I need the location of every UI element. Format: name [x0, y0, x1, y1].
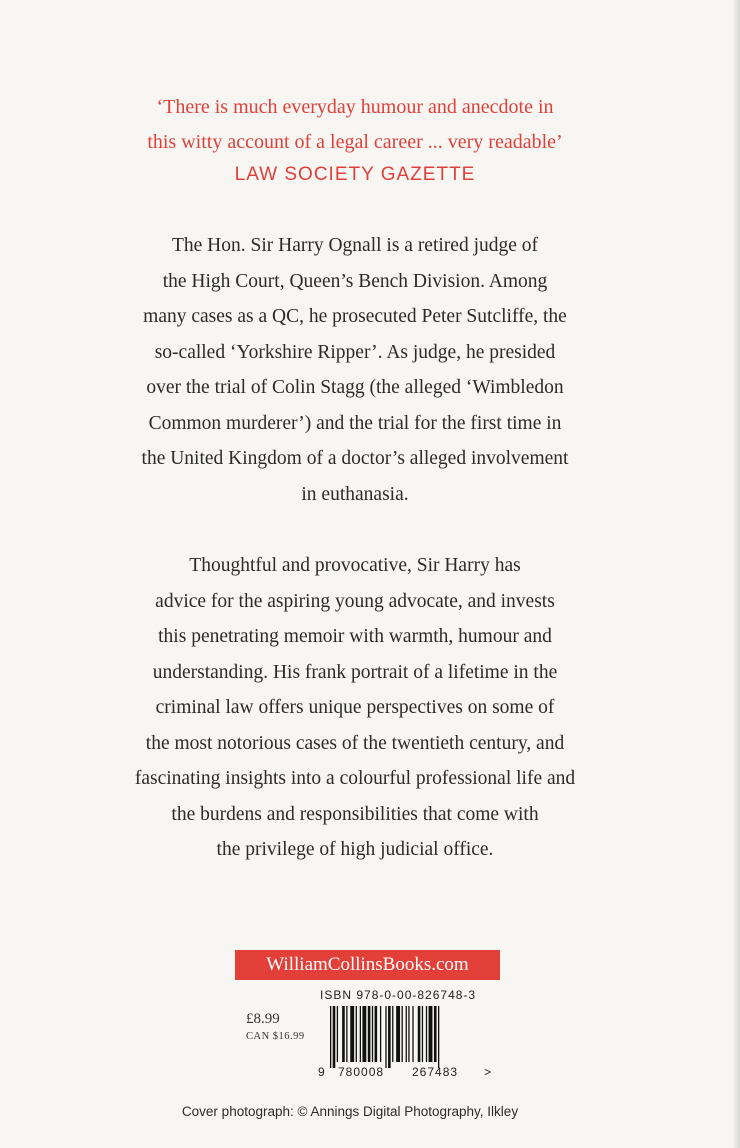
barcode-bar	[385, 1006, 386, 1068]
barcode-bar	[434, 1006, 437, 1062]
blurb-line: advice for the aspiring young advocate, and invests	[155, 590, 555, 612]
barcode-bar	[372, 1006, 373, 1062]
price-can: CAN $16.99	[246, 1031, 305, 1042]
barcode-end-mark: >	[484, 1065, 492, 1078]
blurb-line: this penetrating memoir with warmth, humour and	[158, 626, 552, 647]
barcode-bar	[368, 1006, 371, 1062]
barcode-bar	[396, 1006, 400, 1062]
publisher-website: WilliamCollinsBooks.com	[235, 950, 500, 980]
blurb-line: fascinating insights into a colourful professional life and	[134, 768, 576, 789]
barcode-bar	[375, 1006, 378, 1062]
barcode-bars	[330, 1006, 439, 1068]
barcode-bar	[356, 1006, 357, 1062]
barcode-bar	[360, 1006, 361, 1062]
bio-line: so-called ‘Yorkshire Ripper’. As judge, he presided	[154, 341, 556, 363]
bio-line: many cases as a QC, he prosecuted Peter Sutcliffe, the	[143, 306, 567, 327]
barcode-bar	[362, 1006, 366, 1062]
barcode-bar	[406, 1006, 407, 1062]
isbn-number: ISBN 978-0-00-826748-3	[320, 988, 477, 1002]
review-quote	[100, 90, 610, 160]
blurb-line: the most notorious cases of the twentieth century, and	[145, 732, 565, 754]
bio-line: The Hon. Sir Harry Ognall is a retired judge of	[171, 235, 539, 256]
barcode-group-2: 267483	[412, 1065, 459, 1078]
barcode-bar	[392, 1006, 393, 1062]
price-uk: £8.99	[246, 1011, 280, 1027]
blurb-line: the burdens and responsibilities that come with	[171, 803, 539, 825]
barcode-bar	[350, 1006, 354, 1062]
barcode-bar	[388, 1006, 391, 1068]
barcode-bar	[380, 1006, 381, 1062]
blurb-line: criminal law offers unique perspectives on some of	[155, 697, 555, 718]
blurb-line: Thoughtful and provocative, Sir Harry has	[189, 555, 521, 576]
barcode-bar	[342, 1006, 345, 1062]
bio-line: over the trial of Colin Stagg (the alleged ‘Wimbledon	[146, 377, 564, 398]
barcode-bar	[402, 1006, 403, 1062]
barcode-bar	[412, 1006, 413, 1062]
review-source: LAW SOCIETY GAZETTE	[234, 164, 476, 185]
barcode-bar	[346, 1006, 347, 1062]
author-bio	[100, 228, 610, 512]
barcode-bar	[330, 1006, 331, 1068]
barcode-bar	[422, 1006, 423, 1062]
bio-line: in euthanasia.	[301, 483, 409, 505]
barcode	[316, 1006, 498, 1078]
barcode-bar	[408, 1006, 409, 1062]
bio-line: Common murderer’) and the trial for the first time in	[148, 412, 562, 434]
barcode-bar	[429, 1006, 433, 1062]
barcode-bar	[438, 1006, 439, 1068]
review-quote-line: ‘There is much everyday humour and anecdote in	[156, 96, 554, 118]
review-quote-line: this witty account of a legal career ... very readable’	[147, 131, 563, 153]
book-blurb	[95, 548, 615, 868]
bio-line: the High Court, Queen’s Bench Division. Among	[162, 270, 548, 292]
barcode-group-1: 780008	[338, 1065, 385, 1078]
bio-line: the United Kingdom of a doctor’s alleged involvement	[141, 448, 569, 469]
blurb-line: the privilege of high judicial office.	[216, 839, 494, 860]
barcode-bar	[418, 1006, 421, 1062]
barcode-bar	[426, 1006, 427, 1062]
cover-photo-credit: Cover photograph: © Annings Digital Photography, Ilkley	[181, 1104, 519, 1119]
blurb-line: understanding. His frank portrait of a lifetime in the	[152, 661, 558, 683]
barcode-bar	[337, 1006, 338, 1062]
cover-edge	[734, 0, 740, 1148]
barcode-lead-digit: 9	[318, 1065, 325, 1078]
price-label	[246, 1010, 305, 1046]
barcode-bar	[333, 1006, 336, 1068]
